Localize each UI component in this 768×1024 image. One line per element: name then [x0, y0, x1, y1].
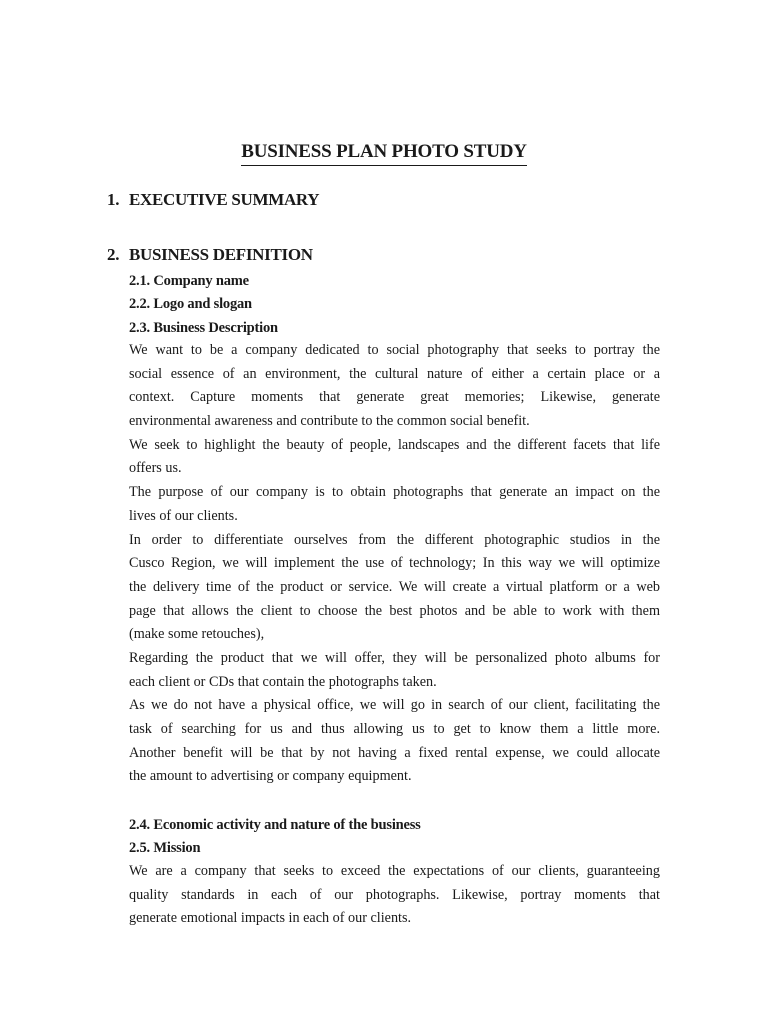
text-line: quality standards in each of our photographs. Likewise, portray moments that: [129, 886, 660, 903]
subsection-heading-economic-activity: 2.4. Economic activity and nature of the business: [129, 817, 421, 833]
text-line: offers us.: [129, 460, 182, 477]
text-line: page that allows the client to choose the best photos and be able to work with them: [129, 602, 660, 619]
document-title-text: BUSINESS PLAN PHOTO STUDY: [241, 141, 527, 166]
text-line: As we do not have a physical office, we will go in search of our client, facilitating the: [129, 697, 660, 714]
text-line: We want to be a company dedicated to social photography that seeks to portray the: [129, 342, 660, 358]
section-label: BUSINESS DEFINITION: [129, 245, 313, 264]
subsection-heading-mission: 2.5. Mission: [129, 840, 201, 856]
text-line: We are a company that seeks to exceed the expectations of our clients, guaranteeing: [129, 863, 660, 879]
text-line: Another benefit will be that by not having a fixed rental expense, we could allocate: [129, 744, 660, 761]
text-line: environmental awareness and contribute to the common social benefit.: [129, 413, 530, 430]
document-title: [0, 128, 768, 166]
text-line: The purpose of our company is to obtain photographs that generate an impact on the: [129, 484, 660, 501]
text-line: context. Capture moments that generate great memories; Likewise, generate: [129, 389, 660, 406]
section-heading-executive-summary: [107, 189, 319, 211]
section-number: 2.: [107, 245, 120, 264]
section-label: EXECUTIVE SUMMARY: [129, 190, 320, 209]
subsection-heading-logo-slogan: 2.2. Logo and slogan: [129, 296, 252, 312]
text-line: the delivery time of the product or service. We will create a virtual platform or a web: [129, 578, 660, 595]
text-line: social essence of an environment, the cultural nature of either a certain place or a: [129, 365, 660, 382]
text-line: Regarding the product that we will offer, they will be personalized photo albums for: [129, 649, 660, 666]
text-line: Cusco Region, we will implement the use of technology; In this way we will optimize: [129, 555, 660, 572]
text-line: (make some retouches),: [129, 626, 265, 643]
text-line: the amount to advertising or company equipment.: [129, 768, 412, 785]
mission-paragraph: [129, 860, 660, 931]
subsection-heading-company-name: 2.1. Company name: [129, 273, 249, 289]
text-line: lives of our clients.: [129, 507, 238, 524]
text-line: each client or CDs that contain the photographs taken.: [129, 673, 437, 690]
text-line: We seek to highlight the beauty of people, landscapes and the different facets that life: [129, 436, 660, 453]
text-line: task of searching for us and thus allowing us to get to know them a little more.: [129, 721, 660, 737]
subsection-heading-business-description: 2.3. Business Description: [129, 320, 278, 336]
text-line: generate emotional impacts in each of our clients.: [129, 910, 412, 927]
section-heading-business-definition: [107, 244, 313, 266]
text-line: In order to differentiate ourselves from the different photographic studios in the: [129, 531, 660, 548]
business-description-paragraph: [129, 339, 660, 789]
section-number: 1.: [107, 190, 120, 209]
